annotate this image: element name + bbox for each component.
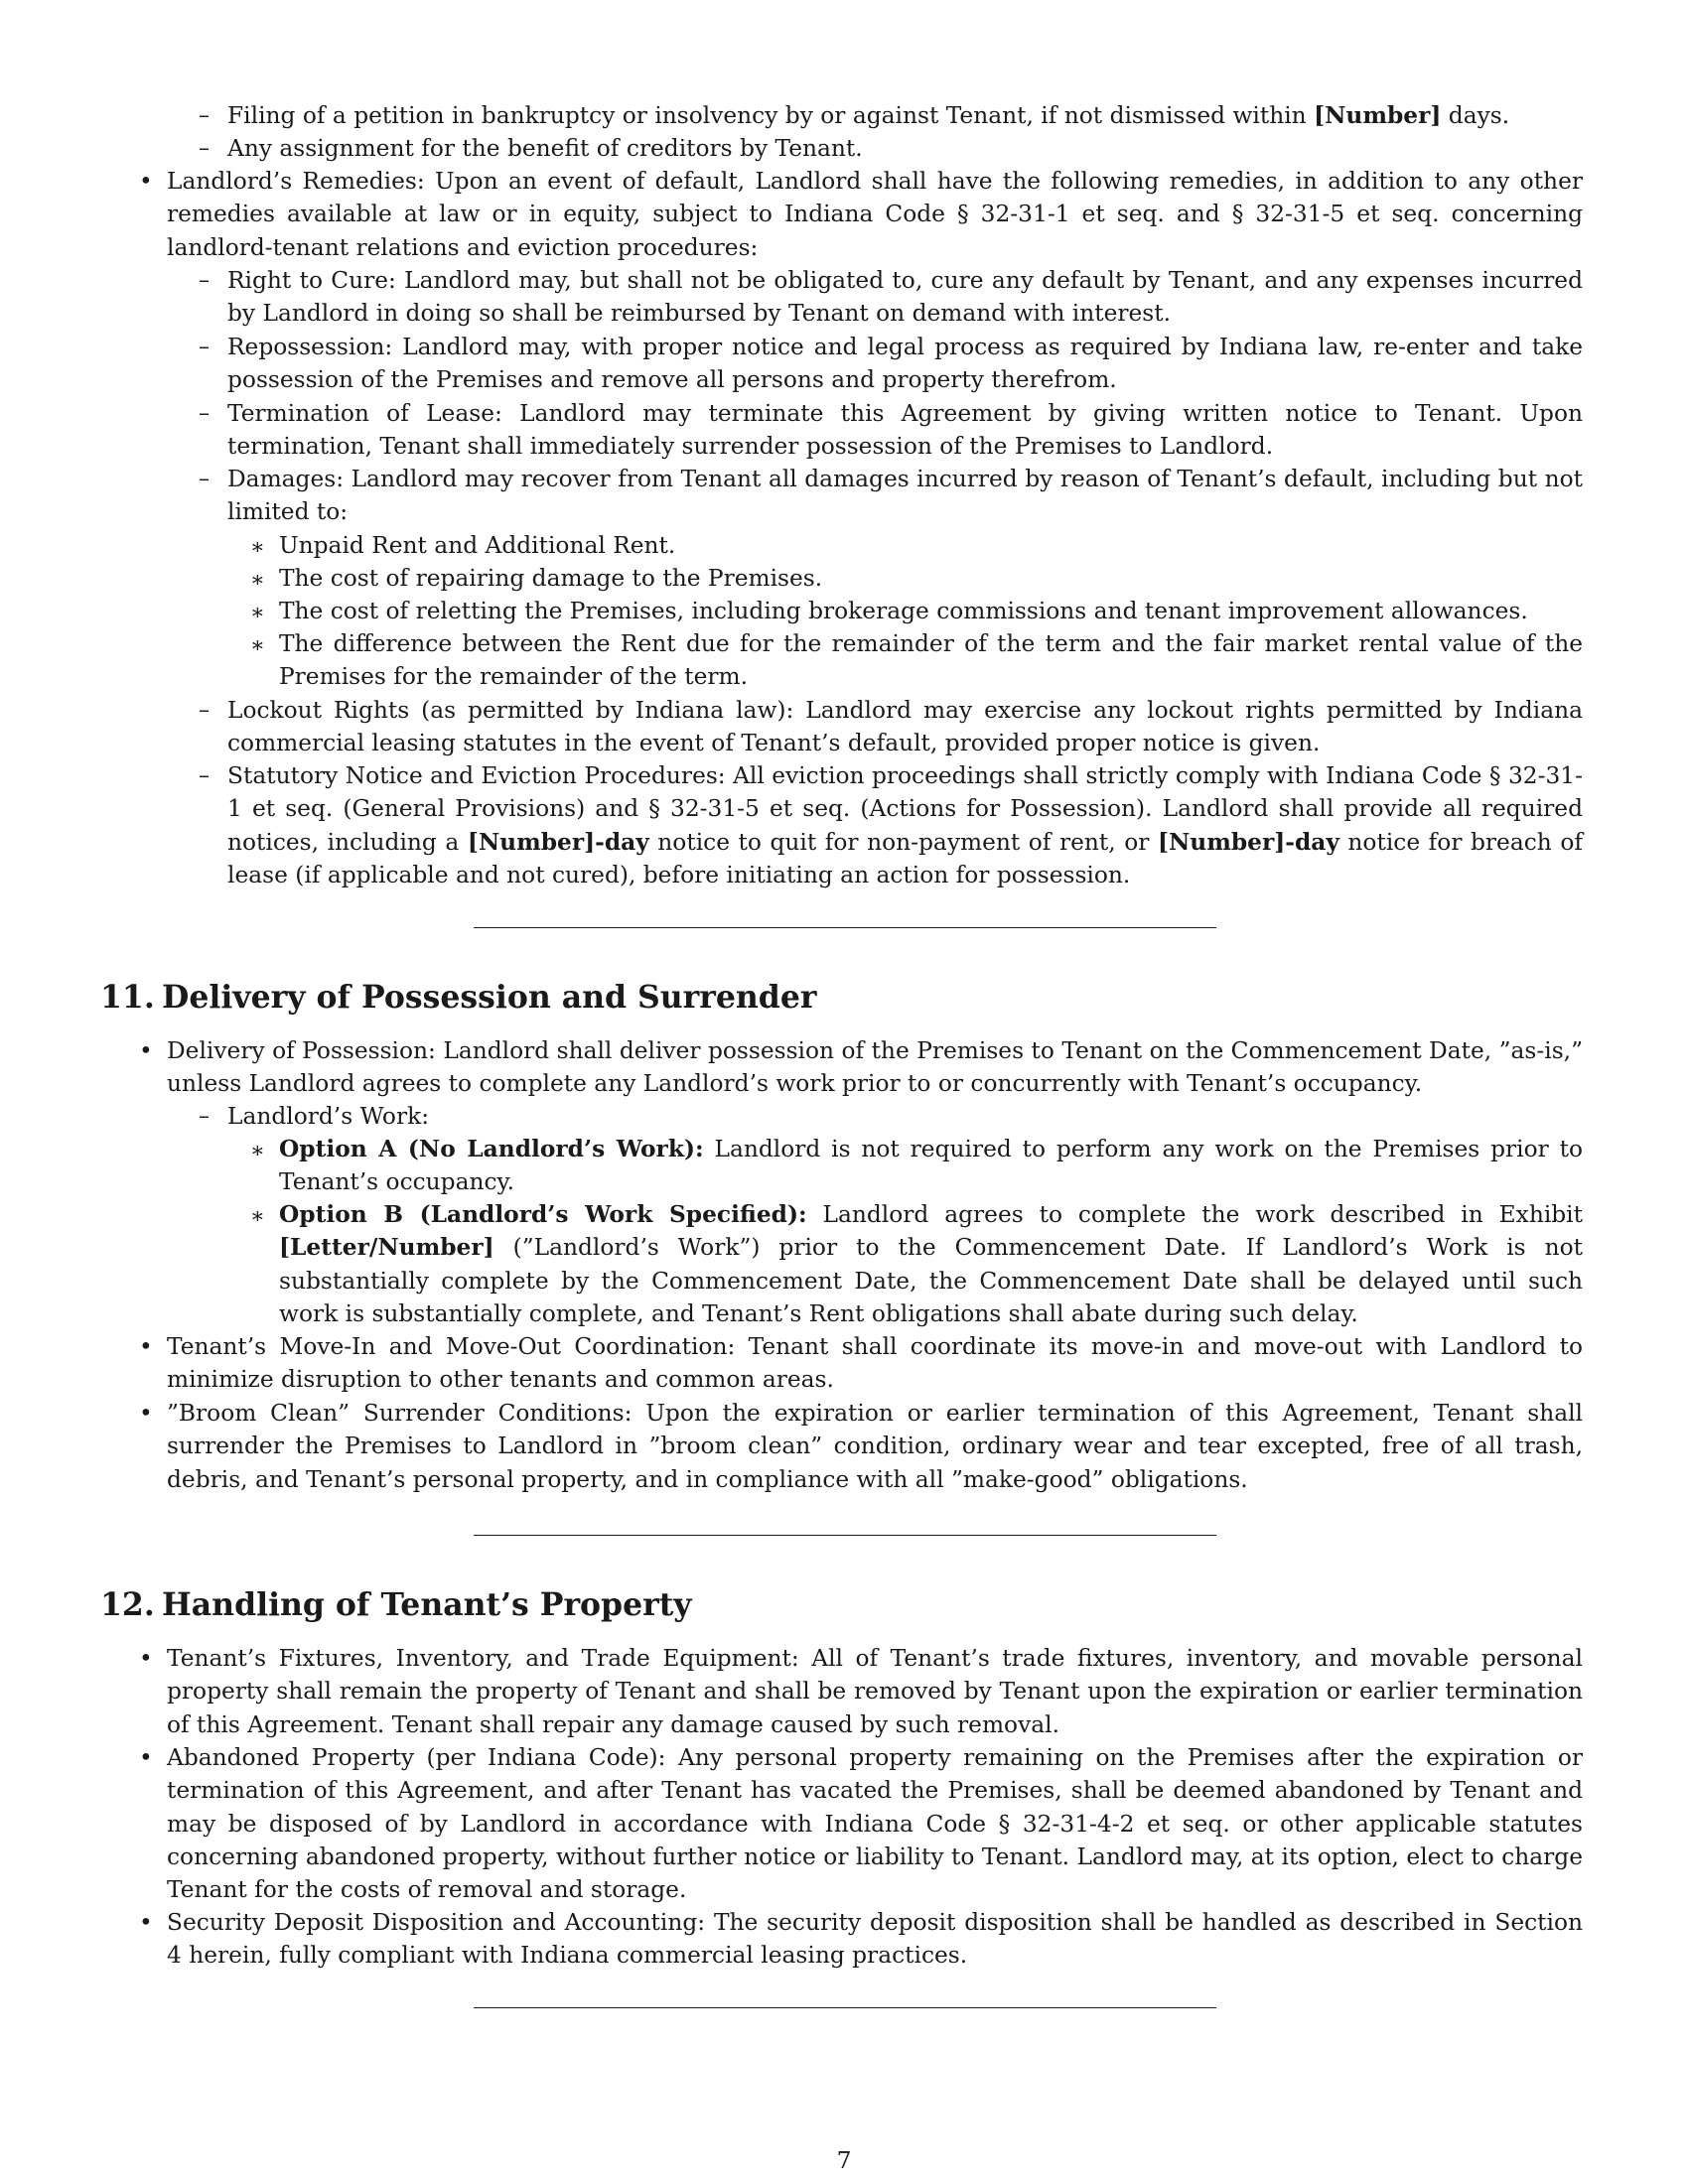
section-divider [474, 1535, 1216, 1536]
damages-item: The cost of reletting the Premises, including brokerage commissions and tenant improvement allowances. [279, 598, 1528, 624]
security-deposit-item: Security Deposit Disposition and Accounting: The security deposit disposition shall be handled as described in Section 4 herein, fully compliant with Indiana commercial leasing practices. [167, 1909, 1583, 1970]
abandoned-property-item: Abandoned Property (per Indiana Code): Any personal property remaining on the Premises after the expiration or termination of this Agreement, and after Tenant has vacated the Premises, shall be deemed abandoned by Tenant and may be disposed of by Landlord in accordance with Indiana Code § 32-31-4-2 et seq. or other applicable statutes concerning abandoned property, without further notice or liability to Tenant. Landlord may, at its option, elect to charge Tenant for the costs of removal and storage. [167, 1744, 1583, 1904]
dash-bullet: – [199, 103, 210, 128]
section-heading: 11. Delivery of Possession and Surrender [100, 979, 817, 1016]
bullet: • [139, 1909, 153, 1936]
section-heading: 12. Handling of Tenant’s Property [100, 1586, 692, 1623]
option-b-item: Option B (Landlord’s Work Specified): Landlord agrees to complete the work described in Exhibit [Letter/Number] (”Landlord’s Work”) prior to the Commencement Date. If Landlord’s Work is not substantially complete by the Commencement Date, the Commencement Date shall be delayed until such work is substantially complete, and Tenant’s Rent obligations shall abate during such delay. [279, 1201, 1583, 1327]
star-bullet: ∗ [250, 1139, 265, 1163]
bullet: • [139, 1037, 153, 1064]
dash-bullet: – [199, 136, 210, 161]
repossession-item: Repossession: Landlord may, with proper notice and legal process as required by Indiana law, re-enter and take possession of the Premises and remove all persons and property therefrom. [227, 334, 1583, 394]
statutory-notice-item: Statutory Notice and Eviction Procedures: All eviction proceedings shall strictly comply with Indiana Code § 32-31-1 et seq. (General Provisions) and § 32-31-5 et seq. (Actions for Possession). Landlord shall provide all required notices, including a [Number]-day notice to quit for non-payment of rent, or [Number]-day notice for breach of lease (if applicable and not cured), before initiating an action for possession. [227, 762, 1583, 888]
bankruptcy-item: Filing of a petition in bankruptcy or insolvency by or against Tenant, if not dismissed within [Number] days. [227, 102, 1510, 129]
damages-item: The difference between the Rent due for the remainder of the term and the fair market rental value of the Premises for the remainder of the term. [279, 630, 1583, 691]
dash-bullet: – [199, 698, 210, 723]
delivery-item: Delivery of Possession: Landlord shall deliver possession of the Premises to Tenant on the Commencement Date, ”as-is,” unless Landlord agrees to complete any Landlord’s work prior to or concurrently with Tenant’s occupancy. [167, 1037, 1583, 1098]
bullet: • [139, 1400, 153, 1427]
dash-bullet: – [199, 401, 210, 426]
section-divider [474, 927, 1216, 928]
star-bullet: ∗ [250, 633, 265, 658]
bullet: • [139, 1645, 153, 1672]
damages-intro: Damages: Landlord may recover from Tenant all damages incurred by reason of Tenant’s default, including but not limited to: [227, 466, 1583, 526]
damages-item: Unpaid Rent and Additional Rent. [279, 532, 676, 559]
section-divider [474, 2007, 1216, 2008]
damages-item: The cost of repairing damage to the Premises. [279, 565, 823, 592]
dash-bullet: – [199, 335, 210, 359]
bullet: • [139, 1744, 153, 1771]
dash-bullet: – [199, 1104, 210, 1129]
star-bullet: ∗ [250, 568, 265, 593]
star-bullet: ∗ [250, 535, 265, 560]
termination-item: Termination of Lease: Landlord may terminate this Agreement by giving written notice to Tenant. Upon termination, Tenant shall immediately surrender possession of the Premises to Landlord. [227, 400, 1583, 461]
bullet: • [139, 1333, 153, 1360]
remedies-intro: Landlord’s Remedies: Upon an event of default, Landlord shall have the following remedies, in addition to any other remedies available at law or in equity, subject to Indiana Code § 32-31-1 et seq. and § 32-31-5 et seq. concerning landlord-tenant relations and eviction procedures: [167, 168, 1583, 261]
bullet: • [139, 168, 153, 195]
right-to-cure-item: Right to Cure: Landlord may, but shall not be obligated to, cure any default by Tenant, and any expenses incurred by Landlord in doing so shall be reimbursed by Tenant on demand with interest. [227, 267, 1583, 328]
dash-bullet: – [199, 467, 210, 491]
lockout-item: Lockout Rights (as permitted by Indiana law): Landlord may exercise any lockout rights permitted by Indiana commercial leasing statutes in the event of Tenant’s default, provided proper notice is given. [227, 697, 1583, 757]
star-bullet: ∗ [250, 601, 265, 625]
move-in-item: Tenant’s Move-In and Move-Out Coordination: Tenant shall coordinate its move-in and move-out with Landlord to minimize disruption to other tenants and common areas. [167, 1333, 1583, 1394]
dash-bullet: – [199, 763, 210, 788]
broom-clean-item: ”Broom Clean” Surrender Conditions: Upon the expiration or earlier termination of this Agreement, Tenant shall surrender the Premises to Landlord in ”broom clean” condition, ordinary wear and tear excepted, free of all trash, debris, and Tenant’s personal property, and in compliance with all ”make-good” obligations. [167, 1400, 1583, 1493]
dash-bullet: – [199, 268, 210, 293]
page-number: 7 [836, 2147, 852, 2174]
assignment-item: Any assignment for the benefit of creditors by Tenant. [227, 135, 863, 162]
option-a-item: Option A (No Landlord’s Work): Landlord is not required to perform any work on the Premises prior to Tenant’s occupancy. [279, 1136, 1583, 1196]
star-bullet: ∗ [250, 1204, 265, 1229]
fixtures-item: Tenant’s Fixtures, Inventory, and Trade Equipment: All of Tenant’s trade fixtures, inventory, and movable personal property shall remain the property of Tenant and shall be removed by Tenant upon the expiration or earlier termination of this Agreement. Tenant shall repair any damage caused by such removal. [167, 1645, 1583, 1738]
landlord-work-label: Landlord’s Work: [227, 1103, 430, 1130]
